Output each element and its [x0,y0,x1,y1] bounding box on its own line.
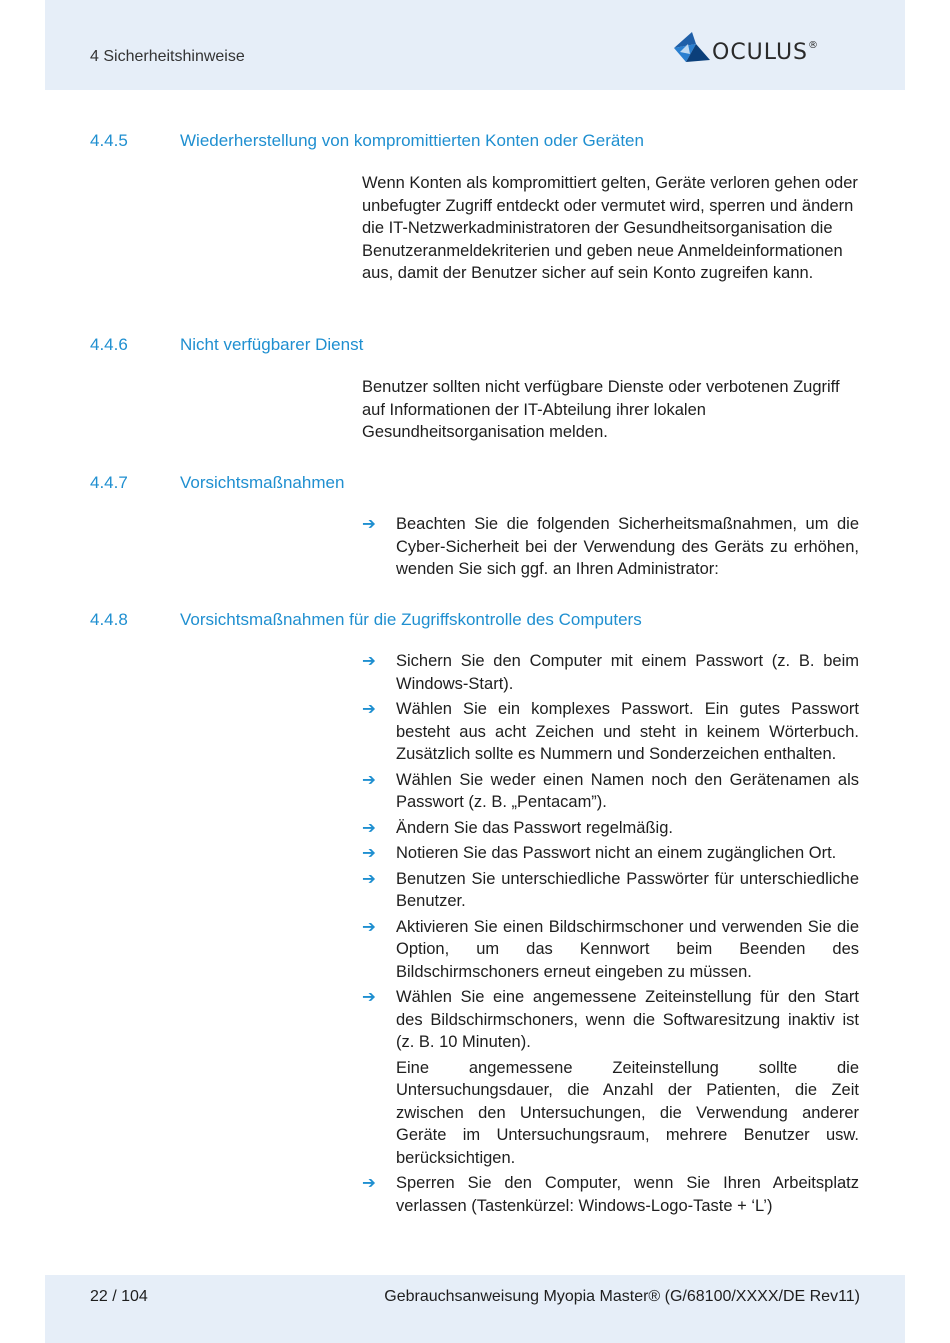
section-paragraph: Wenn Konten als kompromittiert gelten, Geräte verloren gehen oder unbefugter Zugriff entdeckt oder vermutet wird, sperren und ändern die IT-Netzwerkadministratoren der Gesundheitsorganisation die Benutzeranmeldekriterien und geben neue Anmeldeinformationen aus, damit der Benutzer sicher auf sein Konto zugreifen kann. [362,174,858,282]
arrow-right-icon: ➔ [362,818,376,837]
section-number: 4.4.7 [90,473,128,492]
list-item: ➔ Beachten Sie die folgenden Sicherheitsmaßnahmen, um die Cyber-Sicherheit bei der Verwendung des Geräts zu erhöhen, wenden Sie sich ggf. an Ihren Administrator: [362,515,859,578]
section-number: 4.4.8 [90,610,128,629]
bullet-list [362,650,859,1220]
arrow-right-icon: ➔ [362,700,376,718]
list-item: ➔ Wählen Sie eine angemessene Zeiteinstellung für den Start des Bildschirmschoners, wenn die Softwaresitzung inaktiv ist (z. B. 10 Minuten). Eine angemessene Zeiteinstellung sollte die Untersuchungsdauer, die Anzahl der Patienten, die Zeit zwischen den Untersuchungen, die Verwendung anderer Geräte im Untersuchungsraum, mehrere Benutzer usw. berücksichtigen. [362,986,859,1169]
list-item: ➔ Sichern Sie den Computer mit einem Passwort (z. B. beim Windows-Start). [362,652,859,693]
section-title: Nicht verfügbarer Dienst [180,335,364,354]
list-item: ➔ Wählen Sie ein komplexes Passwort. Ein gutes Passwort besteht aus acht Zeichen und steht in keinem Wörterbuch. Zusätzlich sollte es Nummern und Sonderzeichen enthalten. [362,700,859,763]
list-item: ➔ Wählen Sie weder einen Namen noch den Gerätenamen als Passwort (z. B. „Pentacam”). [362,770,859,811]
list-item: ➔ Benutzen Sie unterschiedliche Passwörter für unterschiedliche Benutzer. [362,869,859,910]
arrow-right-icon: ➔ [362,988,376,1006]
arrow-right-icon: ➔ [362,917,376,936]
bullet-note: Eine angemessene Zeiteinstellung sollte die Untersuchungsdauer, die Anzahl der Patienten, die Zeit zwischen den Untersuchungen, die Verwendung anderer Geräte im Untersuchungsraum, mehrere Benutzer usw. berücksichtigen. [396,1058,859,1167]
section-title: Wiederherstellung von kompromittierten Konten oder Geräten [180,131,644,150]
section-number: 4.4.6 [90,335,128,354]
arrow-right-icon: ➔ [362,1174,376,1192]
list-item: ➔ Aktivieren Sie einen Bildschirmschoner und verwenden Sie die Option, um das Kennwort beim Beenden des Bildschirmschoners erneut eingeben zu müssen. [362,917,859,981]
oculus-logo [672,28,862,68]
section-paragraph: Benutzer sollten nicht verfügbare Dienste oder verbotenen Zugriff auf Informationen der IT-Abteilung ihrer lokalen Gesundheitsorganisation melden. [362,378,840,441]
list-item: ➔ Sperren Sie den Computer, wenn Sie Ihren Arbeitsplatz verlassen (Tastenkürzel: Windows-Logo-Taste + ‘L’) [362,1174,859,1215]
list-item: ➔ Ändern Sie das Passwort regelmäßig. [362,817,859,840]
list-item: ➔ Notieren Sie das Passwort nicht an einem zugänglichen Ort. [362,842,859,865]
manual-reference: Gebrauchsanweisung Myopia Master® (G/68100/XXXX/DE Rev11) [384,1288,860,1305]
section-title: Vorsichtsmaßnahmen [180,473,345,492]
bullet-list [362,513,859,584]
arrow-right-icon: ➔ [362,844,376,862]
arrow-right-icon: ➔ [362,869,376,888]
oculus-logo-icon [672,30,712,66]
chapter-title: 4 Sicherheitshinweise [90,48,245,65]
page-number: 22 / 104 [90,1288,148,1305]
logo-text: OCULUS® [712,40,820,65]
footer-band [45,1275,905,1343]
arrow-right-icon: ➔ [362,652,376,670]
section-title: Vorsichtsmaßnahmen für die Zugriffskontrolle des Computers [180,610,642,629]
section-number: 4.4.5 [90,131,128,150]
arrow-right-icon: ➔ [362,515,376,533]
arrow-right-icon: ➔ [362,770,376,789]
